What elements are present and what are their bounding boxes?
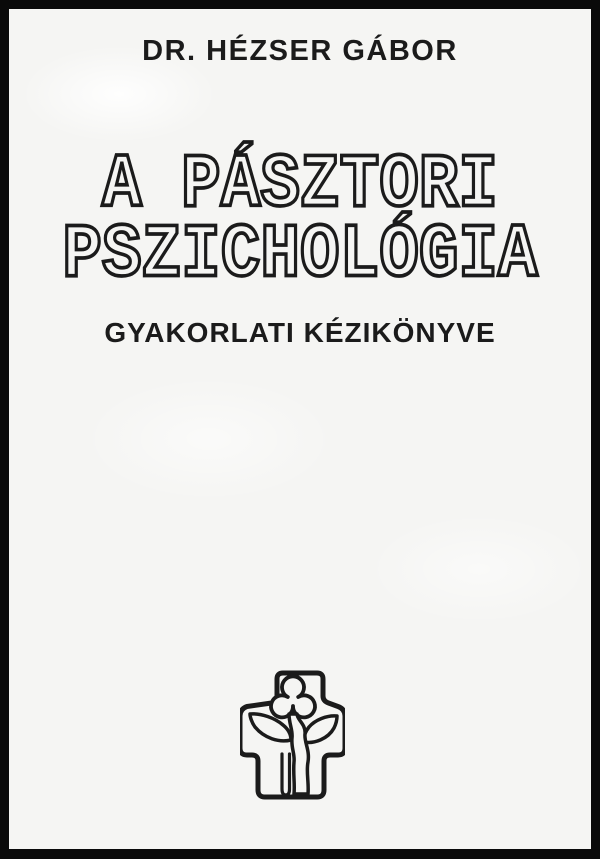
title-line-2: PSZICHOLÓGIA [62,212,538,299]
cross-flower-logo [240,670,345,802]
subtitle: GYAKORLATI KÉZIKÖNYVE [104,317,496,348]
author-name: DR. HÉZSER GÁBOR [142,35,458,67]
book-cover [9,9,591,849]
title-line-1: A PÁSZTORI [101,142,499,229]
